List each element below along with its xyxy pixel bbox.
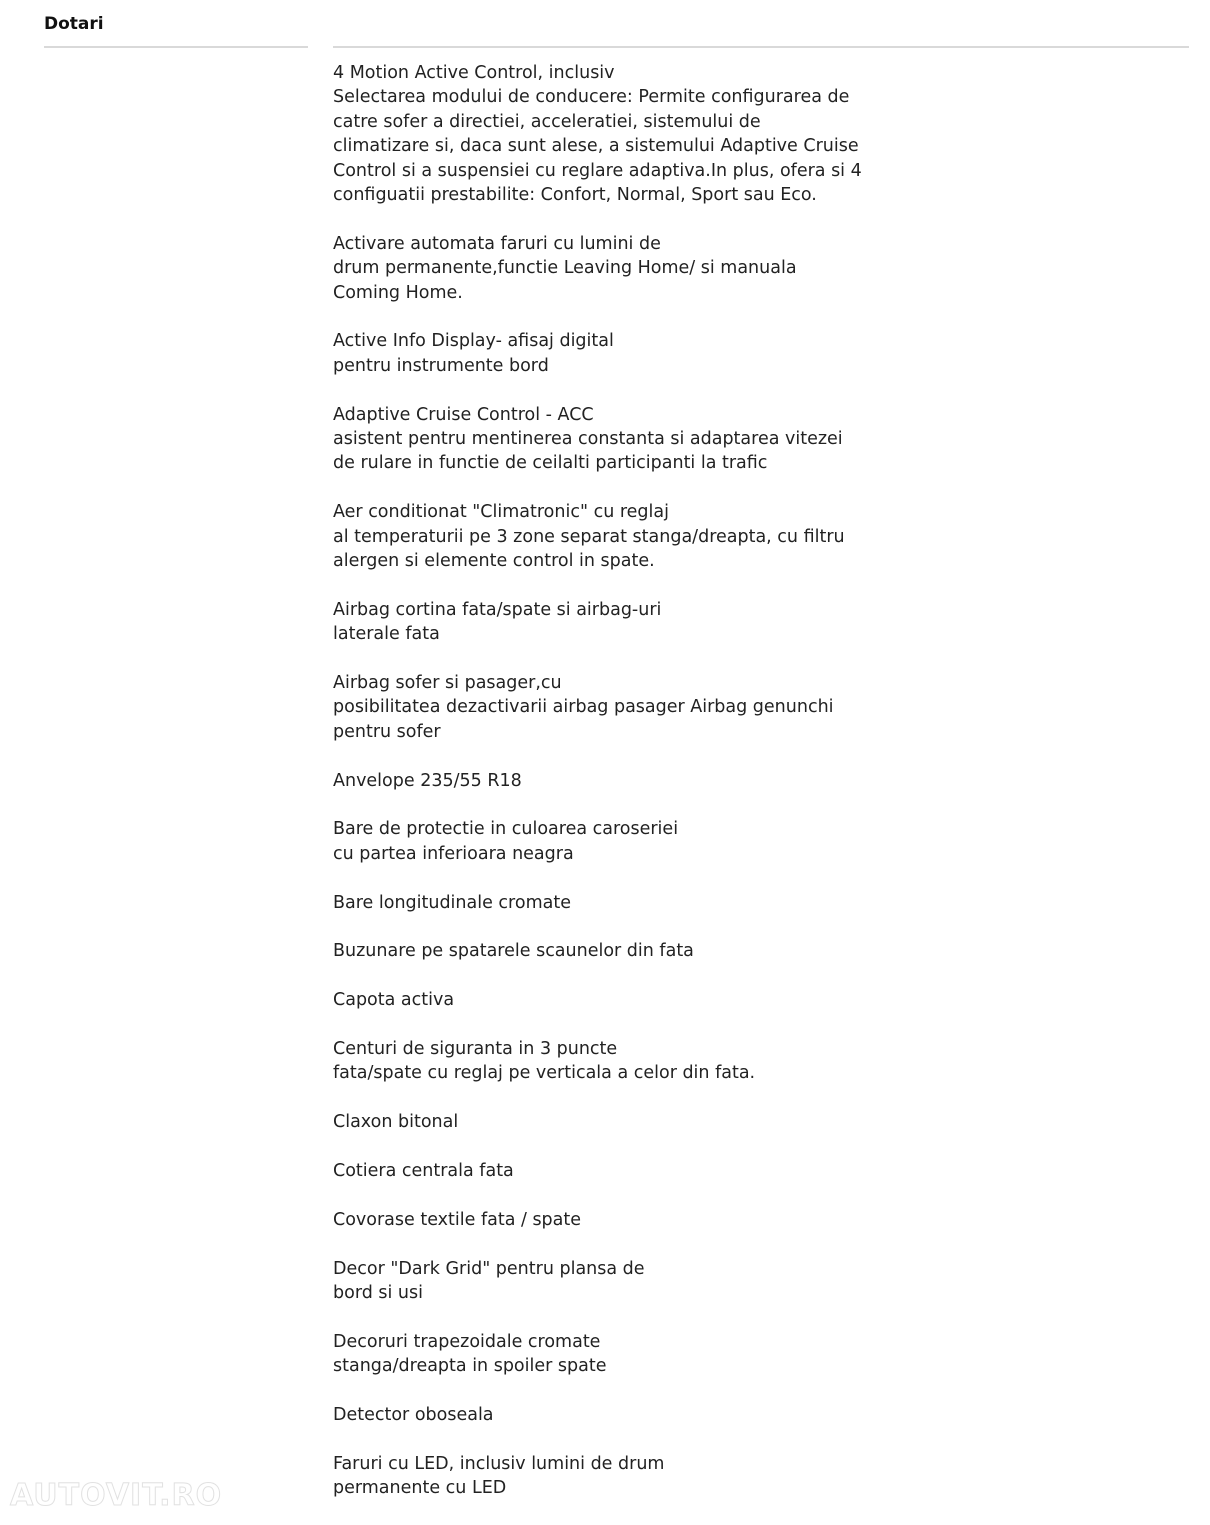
feature-line: Anvelope 235/55 R18 [333,770,522,791]
feature-item [333,1037,873,1086]
feature-item [333,769,873,793]
feature-line: Airbag cortina fata/spate si airbag-uri [333,599,662,620]
feature-item [333,939,873,963]
feature-item [333,891,873,915]
feature-item [333,1110,873,1134]
feature-item [333,1403,873,1427]
feature-line: 4 Motion Active Control, inclusiv [333,63,615,83]
feature-item [333,671,873,744]
feature-line: permanente cu LED [333,1478,507,1499]
feature-line: fata/spate cu reglaj pe verticala a celor din fata. [333,1063,756,1084]
feature-item [333,500,873,573]
feature-line: Detector oboseala [333,1405,494,1426]
feature-item [333,232,873,305]
feature-line: Faruri cu LED, inclusiv lumini de drum [333,1453,665,1474]
feature-line: Adaptive Cruise Control - ACC [333,404,594,425]
feature-line: posibilitatea dezactivarii airbag pasager Airbag genunchi [333,697,834,718]
feature-line: Activare automata faruri cu lumini de [333,233,661,254]
feature-line: Cotiera centrala fata [333,1161,514,1182]
feature-line: al temperaturii pe 3 zone separat stanga/dreapta, cu filtru [333,526,845,547]
feature-line: configuatii prestabilite: Confort, Normal, Sport sau Eco. [333,185,817,206]
feature-item [333,1257,873,1306]
features-list [333,61,873,1525]
feature-item [333,598,873,647]
feature-item [333,817,873,866]
feature-item [333,1159,873,1183]
feature-line: bord si usi [333,1283,423,1304]
feature-line: Bare longitudinale cromate [333,892,571,913]
feature-line: stanga/dreapta in spoiler spate [333,1356,607,1377]
section-divider-right [333,46,1189,48]
feature-line: laterale fata [333,624,440,645]
feature-item [333,1330,873,1379]
feature-line: de rulare in functie de ceilalti participanti la trafic [333,453,768,474]
feature-line: catre sofer a directiei, acceleratiei, sistemului de [333,111,761,132]
feature-line: Bare de protectie in culoarea caroseriei [333,819,679,840]
feature-item [333,1208,873,1232]
feature-line: Coming Home. [333,282,463,303]
section-divider-left [44,46,308,48]
feature-line: Control si a suspensiei cu reglare adaptiva.In plus, ofera si 4 [333,160,862,181]
feature-item [333,329,873,378]
feature-line: Aer conditionat "Climatronic" cu reglaj [333,502,669,523]
feature-line: Centuri de siguranta in 3 puncte [333,1039,618,1060]
feature-line: cu partea inferioara neagra [333,843,574,864]
feature-line: Capota activa [333,990,455,1011]
feature-line: climatizare si, daca sunt alese, a sistemului Adaptive Cruise [333,136,859,157]
feature-item [333,988,873,1012]
feature-line: Covorase textile fata / spate [333,1209,582,1230]
feature-line: Buzunare pe spatarele scaunelor din fata [333,941,694,962]
feature-line: drum permanente,functie Leaving Home/ si manuala [333,258,797,279]
feature-item [333,61,873,207]
feature-line: Decor "Dark Grid" pentru plansa de [333,1258,645,1279]
section-title: Dotari [44,14,104,34]
feature-line: Selectarea modului de conducere: Permite configurarea de [333,87,850,108]
feature-item [333,403,873,476]
feature-line: Active Info Display- afisaj digital [333,331,614,352]
watermark-logo: AUTOVIT.RO [10,1478,223,1513]
feature-line: asistent pentru mentinerea constanta si adaptarea vitezei [333,429,843,450]
feature-line: pentru instrumente bord [333,355,549,376]
feature-line: Claxon bitonal [333,1112,459,1133]
feature-line: Airbag sofer si pasager,cu [333,673,562,694]
feature-line: alergen si elemente control in spate. [333,551,655,572]
feature-line: pentru sofer [333,721,441,742]
feature-item [333,1452,873,1501]
feature-line: Decoruri trapezoidale cromate [333,1331,601,1352]
